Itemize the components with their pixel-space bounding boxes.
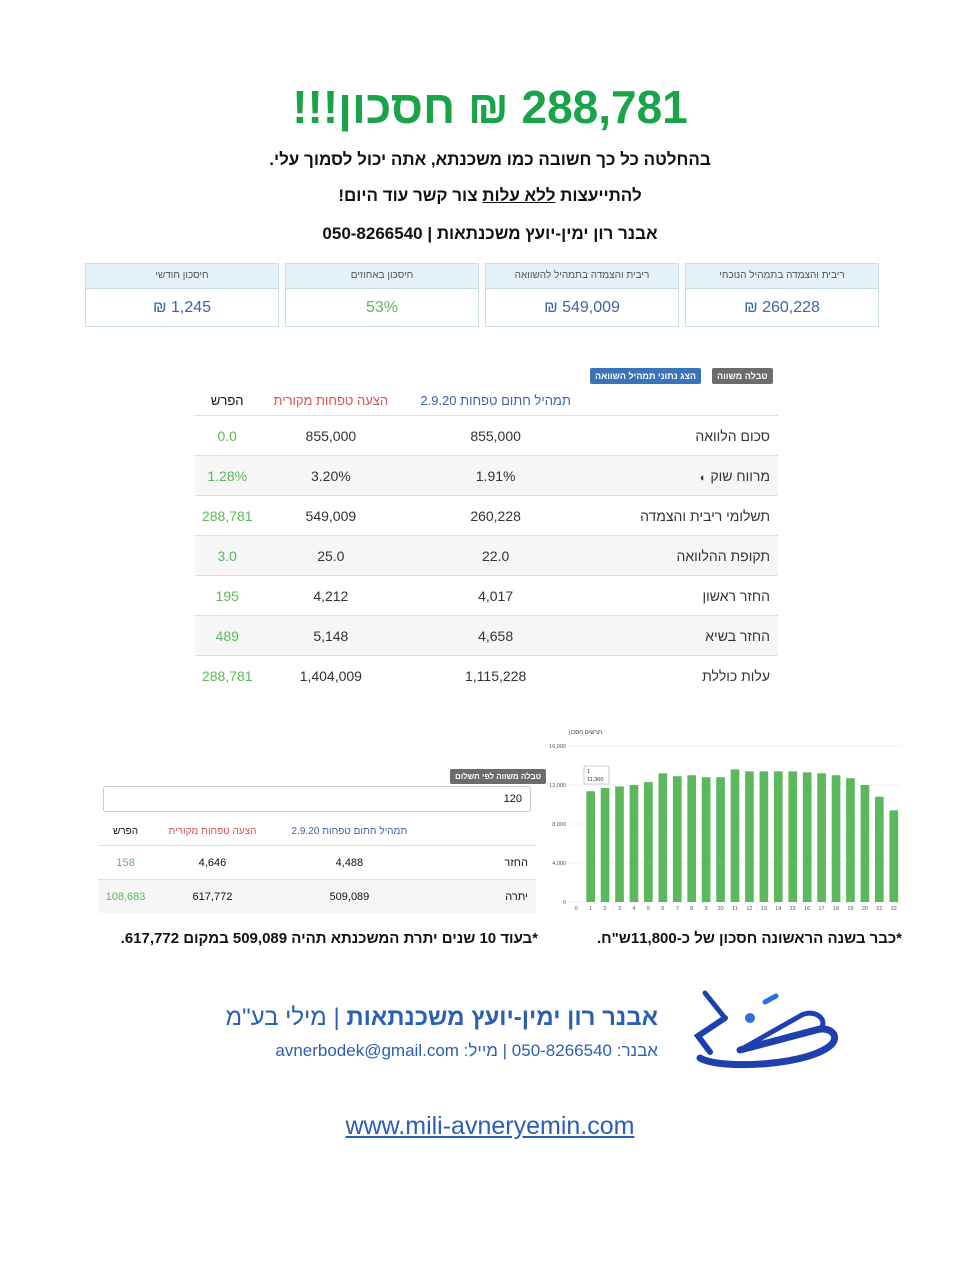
- original-value: 4,212: [259, 576, 402, 616]
- card-compared-interest: [485, 263, 679, 327]
- card-savings-percent: [285, 263, 479, 327]
- tooltip-category: 1: [587, 769, 591, 775]
- footer-company: מילי בע"מ: [225, 1004, 327, 1031]
- chart-bar[interactable]: [716, 777, 725, 902]
- line2-part1: להתייעצות: [555, 186, 642, 205]
- diff-value: 1.28%: [195, 456, 259, 496]
- table-row: [195, 536, 778, 576]
- card-label: ריבית והצמדה בתמהיל הנוכחי: [686, 264, 878, 289]
- x-tick-label: 14: [775, 906, 782, 912]
- current-value: 260,228: [402, 496, 589, 536]
- original-value: 4,646: [153, 846, 272, 880]
- original-value: 549,009: [259, 496, 402, 536]
- diff-value: 108,683: [98, 880, 153, 914]
- compare-by-payment-button[interactable]: טבלה משווה לפי תשלום: [450, 769, 546, 784]
- chart-bar[interactable]: [875, 797, 884, 902]
- x-tick-label: 15: [789, 906, 796, 912]
- table-row: [195, 496, 778, 536]
- header-empty: [589, 385, 778, 416]
- row-label: סכום הלוואה: [589, 416, 778, 456]
- chart-x-ticks: [575, 906, 897, 912]
- chart-title: תרשים חסכון: [569, 730, 602, 736]
- y-tick-label: 4,000: [552, 861, 566, 867]
- row-label: יתרה: [427, 880, 536, 914]
- chart-bar[interactable]: [745, 771, 754, 902]
- chart-bar[interactable]: [673, 776, 682, 902]
- header-current-mix: תמהיל חתום טפחות 2.9.20: [420, 392, 571, 408]
- current-value: 4,488: [272, 846, 427, 880]
- chart-bar[interactable]: [774, 771, 783, 902]
- chart-bar[interactable]: [817, 773, 826, 902]
- table-row: [98, 846, 536, 880]
- chart-bar[interactable]: [586, 791, 595, 902]
- original-value: 617,772: [153, 880, 272, 914]
- x-tick-label: 2: [603, 906, 607, 912]
- card-label: חיסכון באחוזים: [286, 264, 478, 289]
- card-current-interest: [685, 263, 879, 327]
- y-tick-label: 0: [562, 900, 566, 906]
- show-comparison-data-button[interactable]: הצג נתוני תמהיל השוואה: [590, 368, 701, 384]
- x-tick-label: 20: [861, 906, 868, 912]
- x-tick-label: 13: [760, 906, 767, 912]
- original-value: 5,148: [259, 616, 402, 656]
- footer-advisor-name: אבנר רון ימין-יועץ משכנתאות | מילי בע"מ: [225, 1004, 658, 1031]
- x-tick-label: 22: [890, 906, 897, 912]
- current-value: 22.0: [402, 536, 589, 576]
- x-tick-label: 0: [574, 906, 578, 912]
- x-tick-label: 12: [746, 906, 753, 912]
- x-tick-label: 19: [847, 906, 854, 912]
- x-tick-label: 8: [690, 906, 694, 912]
- trust-statement: בהחלטה כל כך חשובה כמו משכנתא, אתה יכול לסמוך עלי.: [269, 150, 711, 169]
- original-value: 25.0: [259, 536, 402, 576]
- table-row: [195, 416, 778, 456]
- line2-part2: צור קשר עוד היום!: [338, 186, 483, 205]
- original-value: 855,000: [259, 416, 402, 456]
- card-label: ריבית והצמדה בתמהיל להשוואה: [486, 264, 678, 289]
- header-original-offer: הצעה טפחות מקורית: [168, 825, 257, 837]
- chart-bar[interactable]: [644, 782, 653, 902]
- free-consult-line: [0, 186, 980, 206]
- x-tick-label: 5: [646, 906, 650, 912]
- chart-bars: [586, 769, 898, 902]
- x-tick-label: 1: [589, 906, 593, 912]
- diff-value: 195: [195, 576, 259, 616]
- chart-bar[interactable]: [846, 778, 855, 902]
- diff-value: 3.0: [195, 536, 259, 576]
- header-difference: הפרש: [112, 825, 139, 837]
- row-label-text: מרווח שוק: [710, 467, 770, 484]
- row-label: החזר בשיא: [589, 616, 778, 656]
- row-label: החזר ראשון: [589, 576, 778, 616]
- x-tick-label: 21: [876, 906, 883, 912]
- diff-value: 288,781: [195, 656, 259, 696]
- header-empty: [427, 817, 536, 846]
- x-tick-label: 3: [617, 906, 622, 912]
- current-value: 4,017: [402, 576, 589, 616]
- chart-tooltip: [584, 766, 609, 784]
- logo-text: מילי: [680, 988, 682, 989]
- row-label: תקופת ההלוואה: [589, 536, 778, 576]
- comparison-table: [195, 385, 778, 695]
- chart-bar[interactable]: [615, 786, 624, 902]
- row-label: תשלומי ריבית והצמדה: [589, 496, 778, 536]
- x-tick-label: 7: [675, 906, 679, 912]
- chart-bar[interactable]: [861, 785, 870, 902]
- row-label: החזר: [427, 846, 536, 880]
- chart-bar[interactable]: [832, 775, 841, 902]
- savings-headline: 288,781 ₪ חסכון!!!: [292, 81, 688, 133]
- current-value: 1,115,228: [402, 656, 589, 696]
- x-tick-label: 18: [832, 906, 840, 912]
- x-tick-label: 6: [661, 906, 665, 912]
- chart-bar[interactable]: [630, 785, 639, 902]
- card-value: 260,228 ₪: [744, 299, 820, 316]
- current-value: 1.91%: [402, 456, 589, 496]
- mili-logo: [680, 988, 840, 1070]
- months-input[interactable]: 120: [103, 786, 531, 812]
- header-current-mix: תמהיל חתום טפחות 2.9.20: [291, 825, 408, 837]
- website-link[interactable]: www.mili-avneryemin.com: [345, 1112, 635, 1140]
- x-tick-label: 17: [818, 906, 825, 912]
- card-value: 53%: [365, 299, 399, 316]
- table-row: [195, 576, 778, 616]
- first-year-note: *כבר בשנה הראשונה חסכון של כ-11,800ש"ח.: [596, 930, 902, 947]
- footer-contact: אבנר: 050-8266540 | מייל: avnerbodek@gmail.com: [275, 1041, 658, 1060]
- header-difference: הפרש: [210, 392, 244, 408]
- footer-name-text: אבנר רון ימין-יועץ משכנתאות: [346, 1004, 658, 1031]
- ten-years-note: *בעוד 10 שנים יתרת המשכנתא תהיה 509,089 במקום 617,772.: [120, 930, 538, 947]
- compare-table-button[interactable]: טבלה משווה: [712, 368, 773, 384]
- current-value: 855,000: [402, 416, 589, 456]
- x-tick-label: 10: [717, 906, 724, 912]
- chart-bar[interactable]: [788, 771, 797, 902]
- chart-bar[interactable]: [601, 788, 610, 902]
- current-value: 4,658: [402, 616, 589, 656]
- chart-bar[interactable]: [658, 773, 667, 902]
- x-tick-label: 16: [804, 906, 811, 912]
- table-row: [98, 880, 536, 914]
- chart-bar[interactable]: [702, 777, 711, 902]
- tooltip-value: 11,360: [587, 777, 604, 783]
- row-label: עלות כוללת: [589, 656, 778, 696]
- diff-value: 288,781: [195, 496, 259, 536]
- x-tick-label: 11: [732, 906, 738, 912]
- chart-bar[interactable]: [687, 775, 696, 902]
- y-tick-label: 16,000: [549, 744, 566, 750]
- contrast-icon[interactable]: ◐: [699, 471, 707, 484]
- chart-bar[interactable]: [889, 810, 898, 902]
- payment-comparison-table: [98, 817, 536, 913]
- card-monthly-savings: [85, 263, 279, 327]
- current-value: 509,089: [272, 880, 427, 914]
- table-row: [195, 656, 778, 696]
- table-row: [195, 456, 778, 496]
- diff-value: 489: [195, 616, 259, 656]
- y-tick-label: 8,000: [552, 822, 566, 828]
- original-value: 3.20%: [259, 456, 402, 496]
- y-tick-label: 12,000: [549, 783, 566, 789]
- row-label: [589, 456, 778, 496]
- x-tick-label: 9: [704, 906, 708, 912]
- line2-underlined: ללא עלות: [482, 186, 556, 205]
- chart-bar[interactable]: [760, 771, 769, 902]
- diff-value: 158: [98, 846, 153, 880]
- chart-bar[interactable]: [803, 772, 812, 902]
- card-value: 549,009 ₪: [544, 299, 620, 316]
- header-original-offer: הצעה טפחות מקורית: [273, 392, 389, 408]
- table-row: [195, 616, 778, 656]
- original-value: 1,404,009: [259, 656, 402, 696]
- advisor-contact-line: אבנר רון ימין-יועץ משכנתאות | 050-8266540: [322, 224, 658, 243]
- diff-value: 0.0: [195, 416, 259, 456]
- chart-bar[interactable]: [731, 769, 740, 902]
- x-tick-label: 4: [632, 906, 636, 912]
- savings-bar-chart: [535, 722, 905, 917]
- card-value: 1,245 ₪: [152, 299, 212, 316]
- card-label: חיסכון חודשי: [86, 264, 278, 289]
